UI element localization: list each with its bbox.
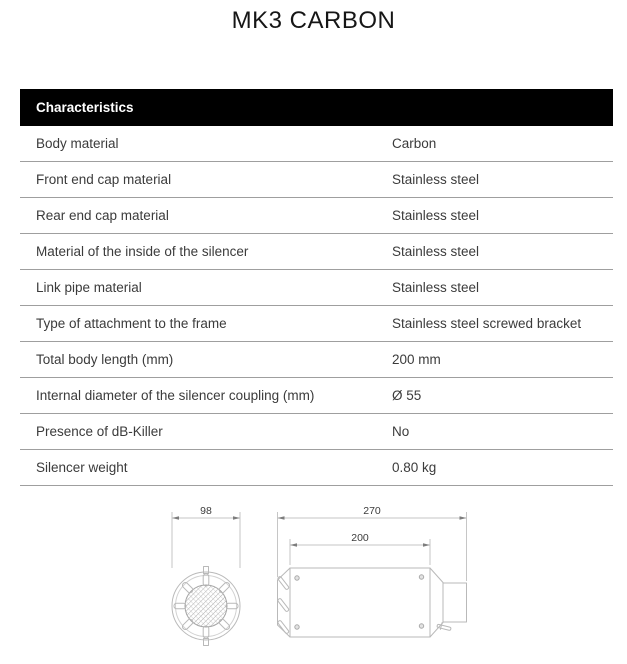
row-label: Material of the inside of the silencer (36, 244, 249, 259)
table-row (20, 414, 613, 450)
dim-label-270: 270 (363, 505, 381, 517)
row-label: Silencer weight (36, 460, 128, 475)
dimension-body-length (290, 532, 430, 565)
row-value: Stainless steel (392, 172, 480, 187)
table-row (20, 198, 613, 234)
row-value: Carbon (392, 136, 437, 151)
table-row (20, 162, 613, 198)
table-row (20, 342, 613, 378)
dim-label-200: 200 (351, 532, 369, 544)
characteristics-table (20, 89, 613, 486)
row-label: Link pipe material (36, 280, 142, 295)
row-label: Total body length (mm) (36, 352, 174, 367)
table-row (20, 450, 613, 486)
dim-label-98: 98 (200, 505, 212, 517)
row-value: Stainless steel screwed bracket (392, 316, 582, 331)
row-value: Stainless steel (392, 244, 480, 259)
dimension-front-width (172, 505, 240, 568)
technical-drawing (0, 490, 627, 664)
side-view-drawing (277, 568, 466, 637)
row-value: 0.80 kg (392, 460, 437, 475)
row-value: No (392, 424, 410, 439)
dimension-overall-length (278, 505, 467, 581)
front-view-drawing (172, 567, 240, 646)
row-label: Type of attachment to the frame (36, 316, 227, 331)
table-row (20, 270, 613, 306)
table-row (20, 306, 613, 342)
row-label: Presence of dB-Killer (36, 424, 163, 439)
row-value: Stainless steel (392, 208, 480, 223)
table-row (20, 378, 613, 414)
table-header-label: Characteristics (36, 100, 134, 115)
table-header (20, 89, 613, 126)
page-title: MK3 CARBON (231, 7, 396, 34)
table-body (20, 126, 613, 486)
row-value: Stainless steel (392, 280, 480, 295)
row-label: Internal diameter of the silencer coupling (mm) (36, 388, 315, 403)
row-value: Ø 55 (392, 388, 422, 403)
row-label: Front end cap material (36, 172, 172, 187)
row-label: Rear end cap material (36, 208, 169, 223)
row-label: Body material (36, 136, 119, 151)
table-row (20, 126, 613, 162)
table-row (20, 234, 613, 270)
row-value: 200 mm (392, 352, 441, 367)
